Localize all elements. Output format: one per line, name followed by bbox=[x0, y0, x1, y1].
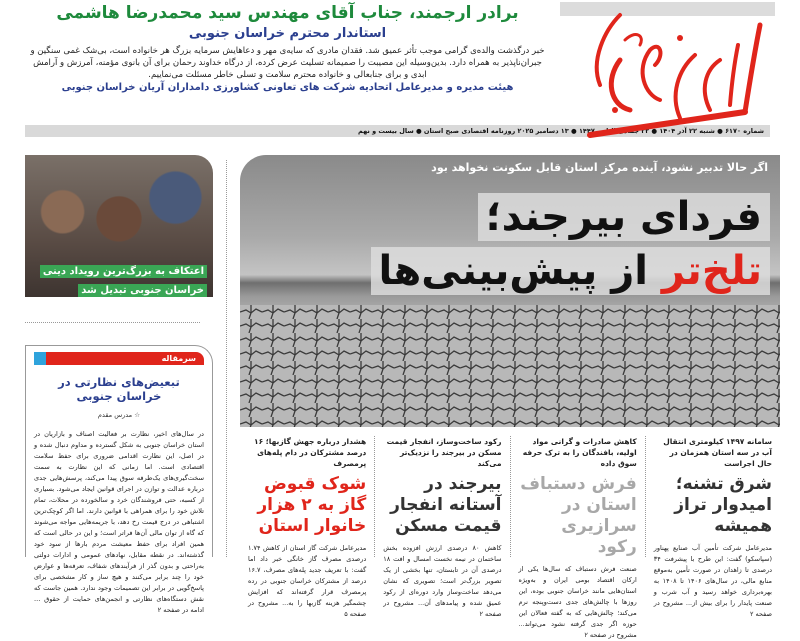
editorial-box bbox=[25, 345, 213, 614]
story-kicker: رکود ساخت‌وساز، انفجار قیمت مسکن در بیرجند را نزدیک‌تر می‌کند bbox=[386, 437, 502, 468]
story-body: مدیرعامل شرکت گاز استان از کاهش ۱.۷۴ درصدی مصرف گاز خانگی خبر داد اما گفت: با تعریف جدید پله‌های مصرف، ۱۶.۷ درصد از مشترکان خراسان جنوبی در رده پرمصرف قرار گرفته‌اند که افزایش چشمگیر هزینه گازبها را به... مشروح در صفحه ۵ bbox=[248, 544, 367, 618]
story-kicker: سامانه ۱۴۹۷ کیلومتری انتقال آب در سه استان همزمان در حال اجراست bbox=[663, 437, 772, 468]
condolence-title: برادر ارجمند، جناب آقای مهندس سید محمدرضا هاشمی bbox=[56, 3, 519, 23]
story-headline[interactable]: فرش دستباف استان در سرازیری رکود bbox=[520, 474, 637, 557]
lead-headline-red: تلخ‌تر bbox=[661, 248, 762, 294]
editorial-label-text: سرمقاله bbox=[161, 354, 196, 363]
editorial-body: در سال‌های اخیر، نظارت بر فعالیت اصناف و بازاریان در استان خراسان جنوبی به شکل گسترده و مداوم دنبال شده و در اصل، این نظارت اقدامی ضروری برای حفظ سلامت اقتصادی است. اما زمانی که این نظارت به سمت سخت‌گیری‌های یک‌طرفه سوق پیدا می‌کند، پرسش‌هایی جدی درباره عدالت و توازن در اجرای قوانین ایجاد می‌شود. بسیاری از کسبه، حتی فروشندگان خرد و سالخورده در محلات، تمام تلاش خود را برای همراهی با قوانین دارند. اما اگر کوچک‌ترین اشتباهی در درج قیمت رخ دهد، با جریمه‌هایی مواجه می‌شوند که گاه از توان مالی آن‌ها فراتر است؛ و این در حالی است که همین افراد برای حفظ معیشت مردم بارها از سود خود گذشته‌اند. در نقطه مقابل، نهادهای عمومی و ادارات دولتی به‌راحتی و بدون گذر از فرآیندهای شفاف، تعرفه‌ها و عوارض خود را چند برابر می‌کنند و هیچ ساز و کار مشخصی برای پاسخ‌گویی در برابر این تصمیمات وجود ندارد. همین جاست که نقش دستگاه‌های نظارتی و انجمن‌های حمایت از حقوق ... ادامه در صفحه ۲ bbox=[34, 430, 204, 614]
divider bbox=[25, 322, 200, 323]
side-photo-caption bbox=[31, 259, 207, 297]
story-housing[interactable] bbox=[374, 436, 509, 618]
condolence-notice bbox=[20, 2, 555, 95]
condolence-subtitle: استاندار محترم خراسان جنوبی bbox=[188, 26, 387, 41]
caption-line1: اعتکاف به بزرگ‌ترین رویداد دینی bbox=[40, 265, 207, 278]
story-gas-bills[interactable] bbox=[240, 436, 374, 618]
story-carpet[interactable] bbox=[510, 436, 645, 639]
side-photo[interactable] bbox=[25, 155, 213, 297]
story-headline[interactable]: بیرجند در آستانه انفجار قیمت مسکن bbox=[390, 474, 502, 536]
story-kicker: هشدار درباره جهش گازبها؛ ۱۶ درصد مشترکان در دام پله‌های پرمصرف bbox=[254, 437, 367, 468]
label-accent bbox=[34, 352, 46, 365]
lead-headline-line1[interactable]: فردای بیرجند؛ bbox=[478, 193, 770, 241]
editorial-author: ☆ مدرس مقدم bbox=[97, 411, 141, 419]
cracked-earth-image bbox=[240, 305, 780, 427]
divider bbox=[226, 160, 227, 557]
story-columns bbox=[240, 436, 780, 639]
story-body: مدیرعامل شرکت تأمین آب صنایع پهناور (سپاسکو) گفت: این طرح با پیشرفت ۳۴ درصدی تا زاهدان در صورت تأمین به‌موقع منابع مالی، در سال‌های ۱۴۰۶ تا ۱۴۰۸ به بهره‌برداری خواهد رسید و آب شرب و صنعت پایدار را برای بیش از... مشروح در صفحه ۲ bbox=[653, 544, 773, 618]
story-body: کاهش ۸۰ درصدی ارزش افزوده بخش ساختمان در نیمه نخست امسال و افت ۱۸ درصدی آن در تابستان، تنها بخشی از یک تصویر بزرگ‌تر است؛ تصویری که نشان می‌دهد ساخت‌وساز وارد دوره‌ای از رکود عمیق شده و پیامدهای آن... مشروح در صفحه ۲ bbox=[383, 544, 502, 618]
lead-photo bbox=[240, 155, 780, 427]
story-kicker: کاهش صادرات و گرانی مواد اولیه، بافندگان را به ترک حرفه سوق داده bbox=[522, 437, 637, 468]
lead-kicker: اگر حالا تدبیر نشود، آینده مرکز استان قابل سکونت نخواهد بود bbox=[431, 161, 768, 174]
newspaper-logo bbox=[560, 0, 775, 145]
condolence-signature: هیئت مدیره و مدیرعامل اتحادیه شرکت های تعاونی کشاورزی دامداران آریان خراسان جنوبی bbox=[61, 82, 514, 93]
condolence-body: خبر درگذشت والده‌ی گرامی موجب تأثر عمیق شد. فقدان مادری که سایه‌ی مهر و دعاهایش سرمایه بزرگ هر خانواده است، بی‌شک غمی سنگین و جبران‌ناپذیر به همراه دارد. بدین‌وسیله این مصیبت را صمیمانه تسلیت عرض کرده، از درگاه خداوند رحمان برای آن بانوی مؤمنه، آمرزش و آرامش ابدی و برای جنابعالی و خانواده محترم سلامت و تسلی خاطر مسئلت می‌نماییم. bbox=[30, 46, 545, 80]
editorial-title[interactable]: تبعیض‌های نظارتی در خراسان جنوبی bbox=[58, 375, 180, 403]
lead-headline-line2[interactable] bbox=[371, 247, 770, 295]
lead-headline-rest: از پیش‌بینی‌ها bbox=[378, 248, 648, 294]
story-body: صنعت فرش دستباف که سال‌ها یکی از ارکان اقتصاد بومی ایران و به‌ویژه استان‌هایی مانند خراسان جنوبی بوده، این روزها با چالش‌های جدی دست‌وپنجه نرم می‌کند؛ چالش‌هایی که به گفته فعالان این حوزه اگر جدی گرفته نشود می‌تواند... مشروح در صفحه ۲ bbox=[518, 565, 637, 639]
editorial-label bbox=[34, 352, 204, 365]
story-water-transfer[interactable] bbox=[645, 436, 780, 618]
dateline: شماره ۶۱۷۰ ● شنبه ۲۲ آذر ۱۴۰۴ ● ۲۲ جمادی الثانی ۱۴۴۷ ● ۱۳ دسامبر ۲۰۲۵ روزنامه اقتصادی صبح استان ● سال بیست و نهم bbox=[25, 125, 770, 137]
story-headline[interactable]: شرق تشنه؛ امیدوار تراز همیشه bbox=[674, 474, 772, 536]
caption-line2: خراسان جنوبی تبدیل شد bbox=[78, 284, 207, 297]
story-headline[interactable]: شوک قبوض گاز به ۲ هزار خانوار استان bbox=[257, 474, 367, 536]
